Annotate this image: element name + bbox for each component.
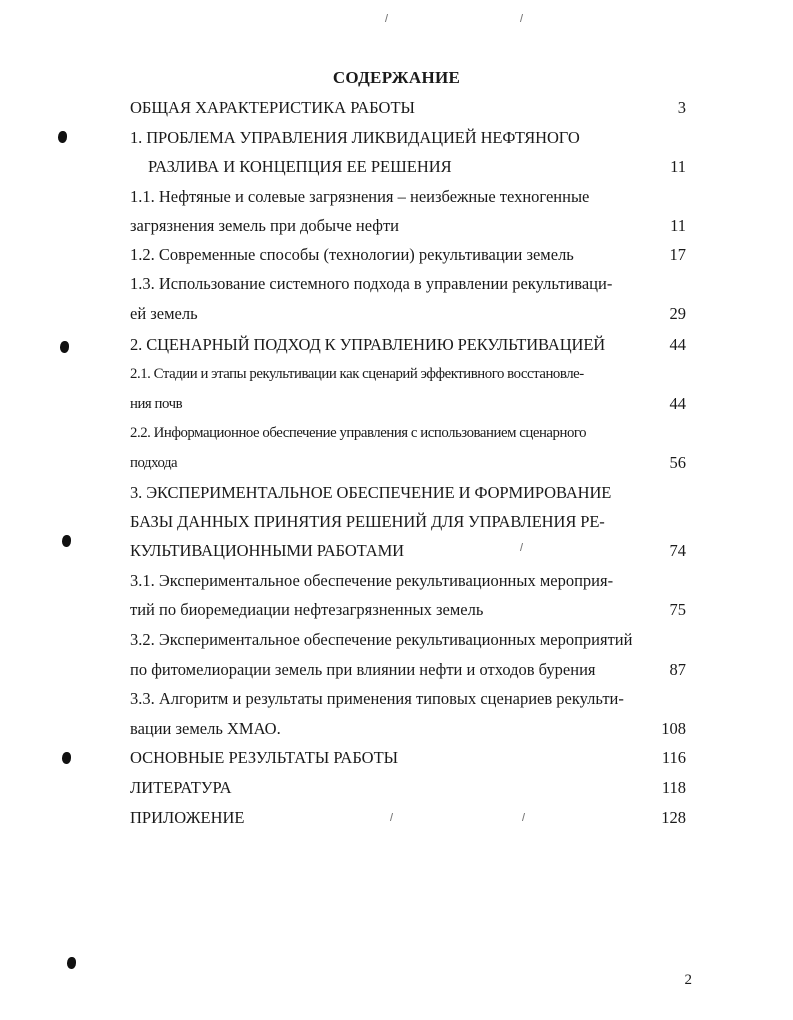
toc-entry-page: 29: [669, 304, 686, 323]
toc-entry-page: 108: [661, 719, 686, 738]
toc-entry-chapter-3-cont2: [130, 538, 686, 564]
toc-entry-text: 3.2. Экспериментальное обеспечение рекультивационных мероприятий: [130, 630, 633, 649]
toc-entry-text: подхода: [130, 455, 178, 471]
toc-entry-3-2: [130, 627, 686, 653]
toc-entry-3-1-cont: [130, 597, 686, 623]
scan-speck: [385, 14, 392, 22]
toc-entry-text: 1.1. Нефтяные и солевые загрязнения – неизбежные техногенные: [130, 187, 590, 206]
toc-entry-text: 2.1. Стадии и этапы рекультивации как сценарий эффективного восстановле-: [130, 366, 584, 382]
toc-entry-text: 3. ЭКСПЕРИМЕНТАЛЬНОЕ ОБЕСПЕЧЕНИЕ И ФОРМИРОВАНИЕ: [130, 483, 612, 502]
toc-entry-chapter-3-cont: [130, 509, 686, 535]
punch-hole-mark: [60, 341, 69, 353]
toc-entry-text: 1. ПРОБЛЕМА УПРАВЛЕНИЯ ЛИКВИДАЦИЕЙ НЕФТЯНОГО: [130, 128, 580, 147]
toc-entry-3-2-cont: [130, 657, 686, 683]
toc-entry-text: РАЗЛИВА И КОНЦЕПЦИЯ ЕЕ РЕШЕНИЯ: [148, 157, 452, 176]
scan-speck: [520, 14, 527, 22]
toc-entry-text: 2. СЦЕНАРНЫЙ ПОДХОД К УПРАВЛЕНИЮ РЕКУЛЬТИВАЦИЕЙ: [130, 335, 606, 354]
toc-entry-2-2: [130, 420, 686, 446]
toc-entry-text: КУЛЬТИВАЦИОННЫМИ РАБОТАМИ: [130, 541, 404, 560]
toc-entry-page: 3: [677, 98, 686, 117]
toc-entry-2-1: [130, 361, 686, 387]
toc-entry-3-1: [130, 568, 686, 594]
toc-entry-page: 17: [669, 245, 686, 264]
toc-entry-3-3-cont: [130, 716, 686, 742]
toc-entry-page: 11: [670, 216, 686, 235]
toc-entry-results: [130, 745, 686, 771]
toc-entry-text: 3.1. Экспериментальное обеспечение рекультивационных мероприя-: [130, 571, 614, 590]
toc-entry-text: ОСНОВНЫЕ РЕЗУЛЬТАТЫ РАБОТЫ: [130, 748, 399, 767]
toc-entry-page: 87: [669, 660, 686, 679]
toc-entry-chapter-2: [130, 332, 686, 358]
toc-entry-page: 11: [670, 157, 686, 176]
toc-entry-1-2: [130, 242, 686, 268]
toc-entry-page: 44: [669, 394, 686, 413]
punch-hole-mark: [62, 535, 71, 547]
toc-entry-page: 44: [669, 335, 686, 354]
page-number: 2: [684, 972, 692, 988]
toc-entry-chapter-1: [130, 125, 686, 151]
toc-entry-text: ния почв: [130, 396, 183, 412]
toc-entry-page: 56: [669, 453, 686, 472]
toc-entry-page: 118: [661, 778, 686, 797]
punch-hole-mark: [62, 752, 71, 764]
toc-entry-text: ПРИЛОЖЕНИЕ: [130, 808, 245, 827]
toc-entry-chapter-1-cont: [130, 154, 686, 180]
toc-entry-text: ЛИТЕРАТУРА: [130, 778, 232, 797]
toc-entry-page: 116: [661, 748, 686, 767]
toc-entry-text: ей земель: [130, 304, 198, 323]
toc-entry-text: по фитомелиорации земель при влиянии нефти и отходов бурения: [130, 660, 596, 679]
toc-entry-1-3-cont: [130, 301, 686, 327]
toc-entry-3-3: [130, 686, 686, 712]
toc-entry-text: 1.2. Современные способы (технологии) рекультивации земель: [130, 245, 574, 264]
toc-entry-1-3: [130, 271, 686, 297]
toc-entry-text: 2.2. Информационное обеспечение управления с использованием сценарного: [130, 425, 587, 441]
toc-entry-text: 3.3. Алгоритм и результаты применения типовых сценариев рекульти-: [130, 689, 624, 708]
toc-entry-1-1-cont: [130, 213, 686, 239]
toc-entry-page: 74: [669, 541, 686, 560]
toc-entry-text: 1.3. Использование системного подхода в управлении рекультиваци-: [130, 274, 613, 293]
toc-entry-general: [130, 95, 686, 121]
toc-entry-appendix: [130, 805, 686, 831]
toc-entry-2-2-cont: [130, 450, 686, 476]
toc-entry-literature: [130, 775, 686, 801]
toc-entry-text: тий по биоремедиации нефтезагрязненных земель: [130, 600, 484, 619]
toc-entry-page: 128: [661, 808, 686, 827]
punch-hole-mark: [67, 957, 76, 969]
punch-hole-mark: [58, 131, 67, 143]
toc-entry-page: 75: [669, 600, 686, 619]
toc-entry-text: вации земель ХМАО.: [130, 719, 281, 738]
toc-entry-text: загрязнения земель при добыче нефти: [130, 216, 399, 235]
page-title: СОДЕРЖАНИЕ: [332, 68, 461, 87]
toc-entry-text: БАЗЫ ДАННЫХ ПРИНЯТИЯ РЕШЕНИЙ ДЛЯ УПРАВЛЕНИЯ РЕ-: [130, 512, 605, 531]
toc-entry-text: ОБЩАЯ ХАРАКТЕРИСТИКА РАБОТЫ: [130, 98, 415, 117]
toc-entry-2-1-cont: [130, 391, 686, 417]
toc-entry-chapter-3: [130, 480, 686, 506]
toc-entry-1-1: [130, 184, 686, 210]
